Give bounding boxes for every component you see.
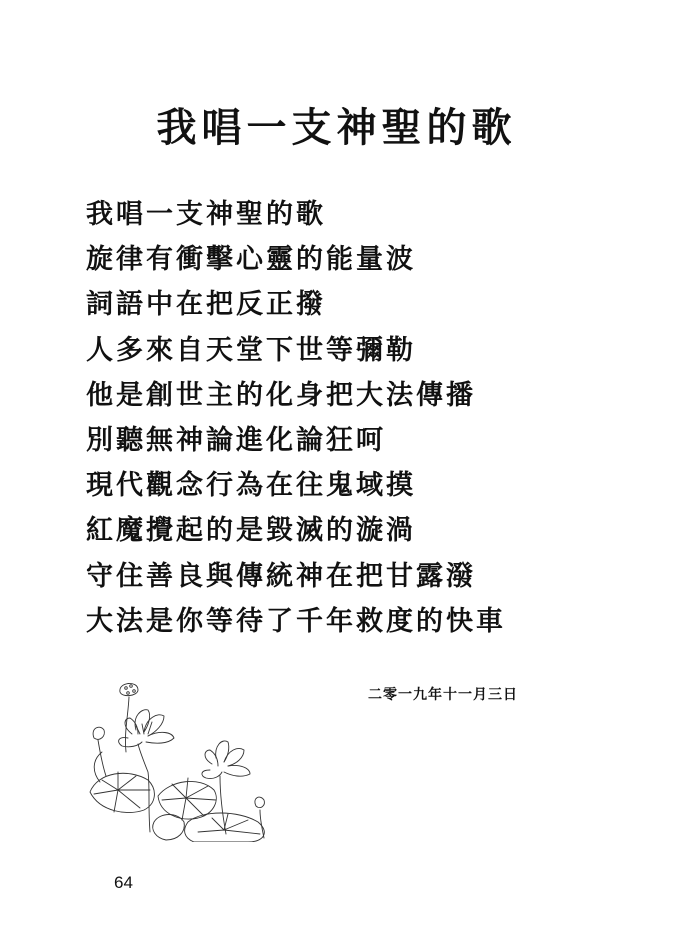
poem-line: 別聽無神論進化論狂呵 bbox=[86, 424, 386, 456]
poem-line: 紅魔攪起的是毀滅的漩渦 bbox=[86, 515, 416, 547]
lotus-bud-icon bbox=[93, 727, 106, 782]
poem-line: 人多來自天堂下世等彌勒 bbox=[86, 334, 416, 366]
poem-line: 詞語中在把反正撥 bbox=[86, 289, 326, 321]
poem-body bbox=[86, 192, 506, 644]
lotus-leaf-icon bbox=[90, 772, 264, 842]
lotus-illustration bbox=[88, 672, 283, 842]
poem-title: 我唱一支神聖的歌 bbox=[156, 104, 517, 151]
poem-line: 旋律有衝擊心靈的能量波 bbox=[86, 244, 416, 276]
poem-line: 現代觀念行為在往鬼域摸 bbox=[86, 470, 416, 502]
poem-date: 二零一九年十一月三日 bbox=[368, 687, 518, 703]
poem-line: 守住善良與傳統神在把甘露潑 bbox=[86, 560, 476, 592]
lotus-bud-icon bbox=[255, 797, 264, 838]
lotus-flower-icon bbox=[202, 741, 250, 834]
poem-line: 我唱一支神聖的歌 bbox=[86, 199, 326, 230]
poem-line: 他是創世主的化身把大法傳播 bbox=[86, 379, 476, 411]
lotus-flower-icon bbox=[119, 710, 174, 832]
poem-line: 大法是你等待了千年救度的快車 bbox=[86, 605, 506, 637]
page-number: 64 bbox=[114, 873, 133, 892]
